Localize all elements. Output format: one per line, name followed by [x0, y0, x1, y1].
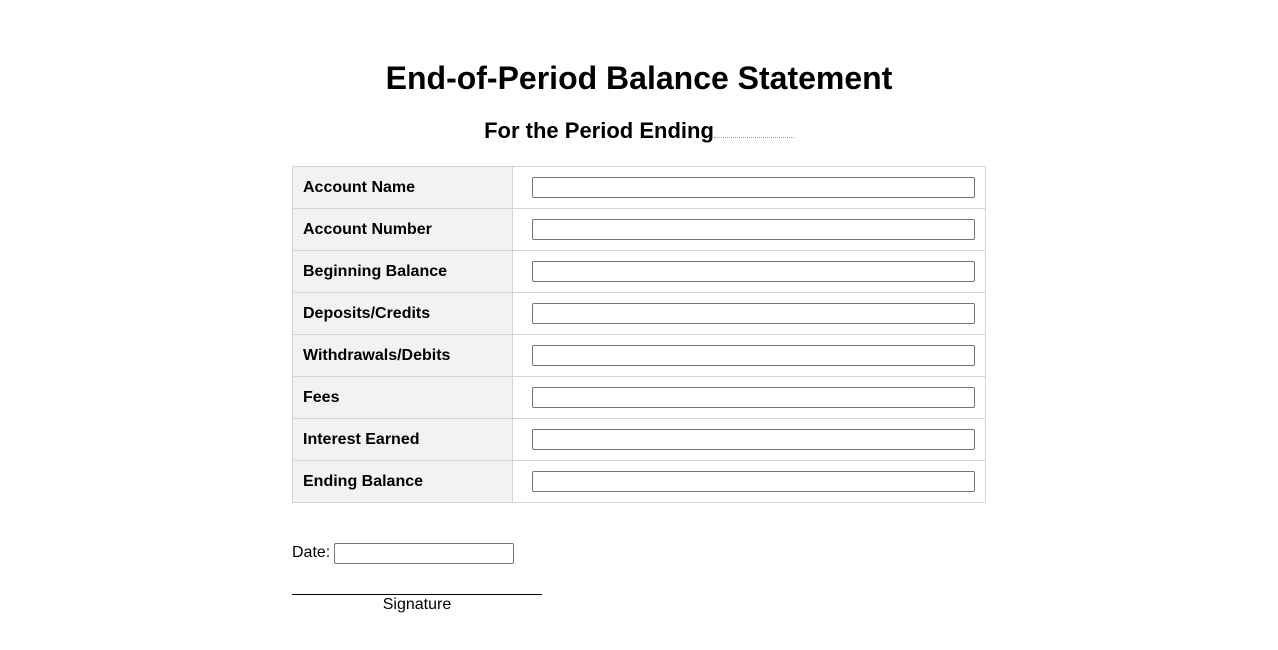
- beginning-balance-label: Beginning Balance: [293, 251, 513, 293]
- balance-form-table: [292, 166, 986, 503]
- period-subtitle: [0, 117, 1278, 145]
- account-number-label: Account Number: [293, 209, 513, 251]
- date-row: [292, 542, 514, 564]
- deposits-credits-input[interactable]: [532, 303, 975, 324]
- account-name-input[interactable]: [532, 177, 975, 198]
- account-name-label: Account Name: [293, 167, 513, 209]
- page-title: End-of-Period Balance Statement: [385, 60, 893, 96]
- table-row: [293, 293, 986, 335]
- ending-balance-input[interactable]: [532, 471, 975, 492]
- signature-line: [292, 594, 542, 595]
- table-row: [293, 461, 986, 503]
- table-row: [293, 335, 986, 377]
- date-input[interactable]: [334, 543, 514, 564]
- interest-earned-input[interactable]: [532, 429, 975, 450]
- withdrawals-debits-label: Withdrawals/Debits: [293, 335, 513, 377]
- table-row: [293, 209, 986, 251]
- table-row: [293, 251, 986, 293]
- period-subtitle-text: For the Period Ending: [484, 118, 714, 143]
- signature-block: [292, 594, 542, 614]
- fees-input[interactable]: [532, 387, 975, 408]
- table-row: [293, 167, 986, 209]
- table-row: [293, 377, 986, 419]
- deposits-credits-label: Deposits/Credits: [293, 293, 513, 335]
- interest-earned-label: Interest Earned: [293, 419, 513, 461]
- table-row: [293, 419, 986, 461]
- period-ending-blank: [714, 123, 794, 138]
- signature-label: Signature: [382, 596, 452, 613]
- ending-balance-label: Ending Balance: [293, 461, 513, 503]
- fees-label: Fees: [293, 377, 513, 419]
- date-label: Date:: [292, 544, 331, 561]
- account-number-input[interactable]: [532, 219, 975, 240]
- beginning-balance-input[interactable]: [532, 261, 975, 282]
- withdrawals-debits-input[interactable]: [532, 345, 975, 366]
